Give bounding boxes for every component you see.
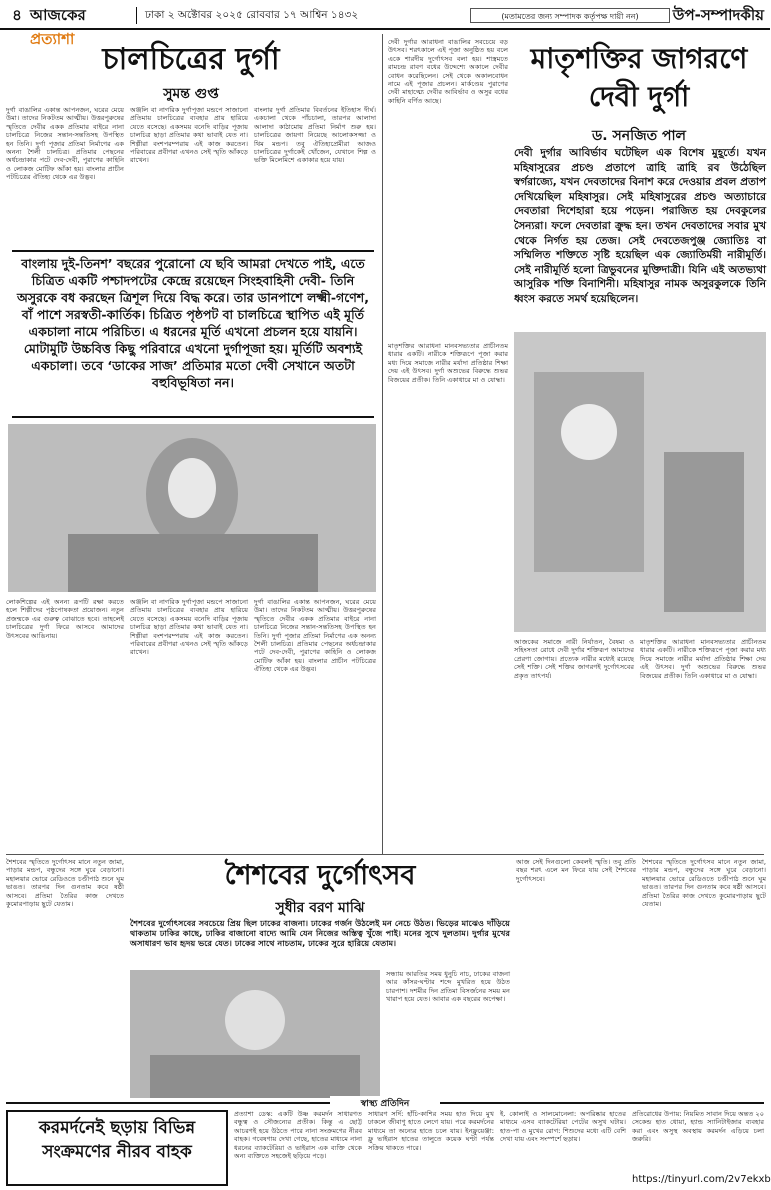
article1-title: চালচিত্রের দুর্গা [102,42,280,77]
article1-col1: দুর্গা বাঙালির একান্ত আপনজন, ঘরের মেয়ে উমা। তাদের নিকটতম আত্মীয়। উত্তরপুরুষের স্মৃতিতে দেবীর একক প্রতিমার বাইরে নানা চালচিত্রে নিজের সন্তান-সন্ততিসহ উপস্থিত হন তিনি। দুর্গা পূজার প্রতিমা নির্মাণের এক অনন্য শৈলী চালচিত্র। প্রতিমার পেছনের অর্ধচন্দ্রাকার পটে দেব-দেবী, পুরাণের কাহিনি ও লোকজ মোটিফ আঁকা হয়। বাংলার প্রাচীন পটচিত্রের ঐতিহ্য থেকে এর উদ্ভব। [6,106,124,182]
durga-idol-photo [8,424,376,592]
disclaimer-note: (মতামতের জন্য সম্পাদক কর্তৃপক্ষ দায়ী নন) [470,8,670,23]
article2-col1: দেবী দুর্গার আরাধনা বাঙালির সবচেয়ে বড় উৎসব। শরৎকালে এই পূজা অনুষ্ঠিত হয় বলে একে শারদীয় দুর্গোৎসব বলা হয়। শাস্ত্রমতে রামচন্দ্র রাবণ বধের উদ্দেশ্যে অকালে দেবীর বোধন করেছিলেন। সেই থেকে অকালবোধন নামে এই পূজার প্রচলন। মার্কণ্ডেয় পুরাণের দেবী মাহাত্ম্যে দেবীর আবির্ভাব ও অসুর বধের কাহিনি বর্ণিত আছে। [388,38,508,105]
column-divider [382,34,383,854]
article2-author: ড. সনজিত পাল [591,128,686,144]
section-title: উপ-সম্পাদকীয় [672,6,764,24]
article4-title [6,1110,228,1186]
article1-col6: দুর্গা বাঙালির একান্ত আপনজন, ঘরের মেয়ে উমা। তাদের নিকটতম আত্মীয়। উত্তরপুরুষের স্মৃতিতে দেবীর একক প্রতিমার বাইরে নানা চালচিত্রে নিজের সন্তান-সন্ততিসহ উপস্থিত হন তিনি। দুর্গা পূজার প্রতিমা নির্মাণের এক অনন্য শৈলী চালচিত্র। প্রতিমার পেছনের অর্ধচন্দ্রাকার পটে দেব-দেবী, পুরাণের কাহিনি ও লোকজ মোটিফ আঁকা হয়। বাংলার প্রাচীন পটচিত্রের ঐতিহ্য থেকে এর উদ্ভব। [254,598,376,674]
article1-author: সুমন্ত গুপ্ত [163,86,219,102]
health-section-label: স্বাস্থ্য প্রতিদিন [330,1096,440,1110]
article4-col2: সাধারণ সর্দি: হাঁচি-কাশির সময় হাত দিয়ে মুখ ঢাকলে জীবাণু হাতে লেগে যায়। পরে করমর্দনের মাধ্যমে তা অন্যের হাতে চলে যায়। ইনফ্লুয়েঞ্জা: ফ্লু ভাইরাস হাতের তালুতে কয়েক ঘণ্টা পর্যন্ত সক্রিয় থাকতে পারে। [368,1110,494,1152]
page-number: ৪ [12,6,22,24]
festival-image [130,970,380,1098]
article2-title: মাতৃশক্তির জাগরণে দেবী দুর্গা [530,42,748,113]
article4-col1: প্রত্যাশা ডেস্ক: একটি উষ্ণ করমর্দন সাধারণত বন্ধুত্ব ও সৌজন্যের প্রতীক। কিন্তু এ ছোট্ট আচরণই হয়ে উঠতে পারে নানা সংক্রমণের নীরব বাহক। গবেষণায় দেখা গেছে, হাতের মাধ্যমে নানা ধরনের ব্যাকটেরিয়া ও ভাইরাস এক ব্যক্তি থেকে অন্য ব্যক্তিতে সহজেই ছড়িয়ে পড়ে। [234,1110,362,1161]
durga-ritual-photo [514,332,766,632]
article4-col4: প্রতিরোধের উপায়: নিয়মিত সাবান দিয়ে অন্তত ২০ সেকেন্ড হাত ধোয়া, হ্যান্ড স্যানিটাইজার ব্যবহার করা এবং অসুস্থ অবস্থায় করমর্দন এড়িয়ে চলা জরুরি। [632,1110,764,1144]
article3-title: শৈশবের দুর্গোৎসব [224,860,416,891]
dateline: ঢাকা ২ অক্টোবর ২০২৫ রোববার ১৭ আশ্বিন ১৪৩২ [136,7,466,24]
article1-col5: অঞ্জলি বা নাগরিক দুর্গাপূজা মন্ডপে সাজানো প্রতিমায় চালচিত্রের ব্যবহার প্রায় হারিয়ে যেতে বসেছে। একসময় বনেদি বাড়ির পূজায় চালচিত্র ছাড়া প্রতিমার কথা ভাবাই যেত না। শিল্পীরা বংশপরম্পরায় এই কাজ করতেন। পরিবারের প্রবীণরা এখনও সেই স্মৃতি আঁকড়ে রাখেন। [130,598,248,657]
article4-col3: ই. কোলাই ও সালমোনেলা: অপরিষ্কার হাতের মাধ্যমে এসব ব্যাকটেরিয়া পেটের অসুখ ঘটায়। হাত-পা ও মুখের রোগ: শিশুদের মধ্যে এটি বেশি দেখা যায় এবং সংস্পর্শে ছড়ায়। [500,1110,626,1144]
logo-part-a: আজকের [30,6,86,24]
article3-col2: সন্ধ্যায় আরতির সময় ধুনুচি নাচ, ঢাকের বাজনা আর কাঁসর-ঘণ্টার শব্দে মুখরিত হয়ে উঠত চারপাশ। দশমীর দিন প্রতিমা বিসর্জনের সময় মন খারাপ হয়ে যেত। আবার এক বছরের অপেক্ষা। [386,970,510,1004]
article3-col4: শৈশবের স্মৃতিতে দুর্গোৎসব মানে নতুন জামা, পাড়ার মন্ডপ, বন্ধুদের সঙ্গে ঘুরে বেড়ানো। মহালয়ার ভোরে রেডিওতে চণ্ডীপাঠ শুনে ঘুম ভাঙত। তারপর দিন গুনতাম কবে ষষ্ঠী আসবে। প্রতিমা তৈরির কাজ দেখতে কুমোরপাড়ায় ছুটে যেতাম। [642,858,766,909]
source-link[interactable]: https://tinyurl.com/2v7ekxb [632,1174,771,1185]
festival-photo [130,970,380,1098]
article3-author: সুধীর বরণ মাঝি [275,900,365,916]
durga-ritual-image [514,332,766,632]
article3-lead: শৈশবের দুর্গোৎসবের সবচেয়ে প্রিয় ছিল ঢাকের বাজনা। ঢাকের গর্জন উঠলেই মন নেচে উঠত। ভিড়ের মাঝেও দাঁড়িয়ে থাকতাম ঢাকির কাছে, ঢাকির বাজানো বাদ্যে আমি যেন নিজের অস্তিত্ব খুঁজে পাই। মনের সুখে দুলতাম। দুর্গার মুখের অসাধারণ ভাব হৃদয় ভরে যেত। ঢাকের সাথে নাচতাম, ঢাকের সুরে হারিয়ে যেতাম। [130,918,510,949]
article1-col3: বাংলার দুর্গা প্রতিমার বিবর্তনের ইতিহাস দীর্ঘ। একচালা থেকে পাঁচচালা, তারপর আলাদা আলাদা কাঠামোয় প্রতিমা নির্মাণ শুরু হয়। চালচিত্রের জায়গা নিয়েছে আলোকসজ্জা ও থিম মন্ডপ। তবু ঐতিহ্যপ্রেমীরা আজও চালচিত্রের দুর্গাকেই খোঁজেন, যেখানে শিল্প ও ভক্তি মিলেমিশে একাকার হয়ে যায়। [254,106,376,165]
article2-col2: মাতৃশক্তির আরাধনা মানবসভ্যতার প্রাচীনতম ধারার একটি। নারীকে শক্তিরূপে পূজা করার মধ্য দিয়ে সমাজে নারীর মর্যাদা প্রতিষ্ঠার শিক্ষা দেয় এই উৎসব। দুর্গা অশুভের বিরুদ্ধে শুভর বিজয়ের প্রতীক। তিনি একাধারে মা ও যোদ্ধা। [388,342,508,384]
article4-title-line1: করমর্দনেই ছড়ায় বিভিন্ন [38,1118,196,1138]
newspaper-logo [30,3,126,48]
logo-part-b: প্রত্যাশা [30,30,75,48]
article2-col4: মাতৃশক্তির আরাধনা মানবসভ্যতার প্রাচীনতম ধারার একটি। নারীকে শক্তিরূপে পূজা করার মধ্য দিয়ে সমাজে নারীর মর্যাদা প্রতিষ্ঠার শিক্ষা দেয় এই উৎসব। দুর্গা অশুভের বিরুদ্ধে শুভর বিজয়ের প্রতীক। তিনি একাধারে মা ও যোদ্ধা। [640,638,766,680]
article2-col3: আজকের সমাজে নারী নির্যাতন, বৈষম্য ও সহিংসতা রোধে দেবী দুর্গার শক্তিরূপ আমাদের প্রেরণা জোগায়। প্রত্যেক নারীর মধ্যেই রয়েছে সেই শক্তি। সেই শক্তির জাগরণই দুর্গোৎসবের প্রকৃত তাৎপর্য। [514,638,634,680]
article3-col1: শৈশবের স্মৃতিতে দুর্গোৎসব মানে নতুন জামা, পাড়ার মন্ডপ, বন্ধুদের সঙ্গে ঘুরে বেড়ানো। মহালয়ার ভোরে রেডিওতে চণ্ডীপাঠ শুনে ঘুম ভাঙত। তারপর দিন গুনতাম কবে ষষ্ঠী আসবে। প্রতিমা তৈরির কাজ দেখতে কুমোরপাড়ায় ছুটে যেতাম। [6,858,124,909]
article1-col2: অঞ্জলি বা নাগরিক দুর্গাপূজা মন্ডপে সাজানো প্রতিমায় চালচিত্রের ব্যবহার প্রায় হারিয়ে যেতে বসেছে। একসময় বনেদি বাড়ির পূজায় চালচিত্র ছাড়া প্রতিমার কথা ভাবাই যেত না। শিল্পীরা বংশপরম্পরায় এই কাজ করতেন। পরিবারের প্রবীণরা এখনও সেই স্মৃতি আঁকড়ে রাখেন। [130,106,248,165]
durga-idol-image [8,424,376,592]
page-header [0,0,770,48]
section-divider [6,854,764,855]
article1-callout: বাংলায় দুই-তিনশ’ বছরের পুরোনো যে ছবি আমরা দেখতে পাই, এতে চিত্রিত একটি পশ্চাদপটের কেন্দ্রে রয়েছেন সিংহবাহিনী দেবী- তিনি অসুরকে বধ করছেন ত্রিশূল দিয়ে বিদ্ধ করে। তার ডানপাশে লক্ষ্মী-গণেশ, বাঁ পাশে সরস্বতী-কার্তিক। চিত্রিত পৃষ্ঠপট বা চালচিত্রে স্থাপিত এই মূর্তি একচালা নামে পরিচিত। এ ধরনের মূর্তি এখনো প্রচলন হয়ে যায়নি। মোটামুটি উচ্চবিত্ত কিছু পরিবারে এখনো দুর্গাপূজা হয়। মূর্তিটি অবশ্যই একচালা। তবে ‘ডাকের সাজ’ প্রতিমার মতো দেবী সেখানে অতটা বহুবিভূষিতা নন। [12,250,374,418]
article4-title-line2: সংক্রমণের নীরব বাহক [42,1142,192,1162]
article1-col4: লোকশিল্পের এই অনন্য রূপটি রক্ষা করতে হলে শিল্পীদের পৃষ্ঠপোষকতা প্রয়োজন। নতুন প্রজন্মকে এর গুরুত্ব বোঝাতে হবে। তাহলেই চালচিত্রের দুর্গা ফিরে আসবে আমাদের উৎসবের আঙিনায়। [6,598,124,640]
article3-col3: আজ সেই দিনগুলো কেবলই স্মৃতি। তবু প্রতি বছর শরৎ এলে মন ফিরে যায় সেই শৈশবের দুর্গোৎসবে। [516,858,636,883]
article2-lead: দেবী দুর্গার আবির্ভাব ঘটেছিল এক বিশেষ মুহূর্তে। যখন মহিষাসুরের প্রচণ্ড প্রতাপে ত্রাহি ত্রাহি রব উঠেছিল স্বর্গরাজ্যে, যখন দেবতাদের বিনাশ করে দেওয়ার প্রবল প্রতাপ দেখিয়েছিল মহিষাসুর। সেই মহিষাসুরের প্রচণ্ড অত্যাচারে দেবতারা দিশেহারা হয়ে পড়েন। পরাজিত হয় দেবকুলের সৈন্যরা। ফলে দেবতারা ক্রুদ্ধ হন। তখন দেবতাদের সবার মুখ থেকে নির্গত হয় তেজ। সেই দেবতেজপুঞ্জ জ্যোতিঃ বা সম্মিলিত শক্তিতে সৃষ্টি হয়েছিল এক জ্যোতির্ময়ী নারীমূর্তি। সেই নারীমূর্তি হলো ত্রিভুবনের মুক্তিদাত্রী। যিনি এই অতভ্যথা আসুরিক শক্তি বিনাশিনী। মহিষাসুর নামক অসুরকুলকে তিনি ধ্বংস করতে সমর্থ হয়েছিলেন। [514,147,766,305]
